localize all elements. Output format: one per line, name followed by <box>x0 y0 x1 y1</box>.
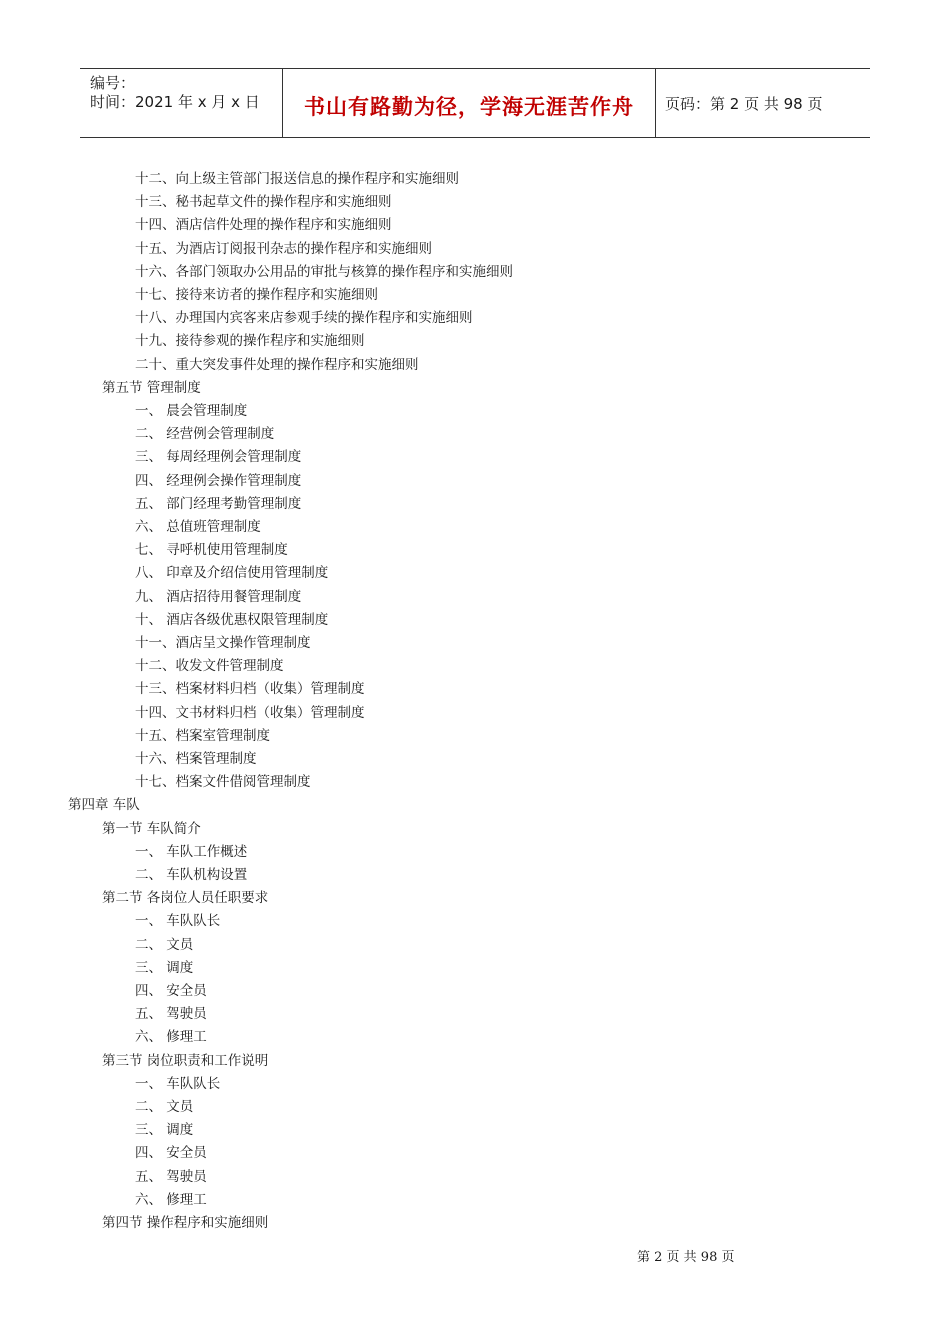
toc-item: 二、 文员 <box>135 936 194 953</box>
page-footer: 第 2 页 共 98 页 <box>637 1250 735 1265</box>
header-page-cell <box>656 69 870 137</box>
toc-item: 二、 经营例会管理制度 <box>135 426 275 443</box>
toc-item: 十三、秘书起草文件的操作程序和实施细则 <box>135 194 392 211</box>
toc-section: 第三节 岗位职责和工作说明 <box>102 1052 269 1069</box>
toc-section: 第五节 管理制度 <box>102 379 201 396</box>
page-header <box>80 68 870 138</box>
toc-item: 十八、办理国内宾客来店参观手续的操作程序和实施细则 <box>135 310 473 327</box>
toc-item: 一、 车队工作概述 <box>135 843 248 860</box>
toc-item: 二十、重大突发事件处理的操作程序和实施细则 <box>135 356 419 373</box>
page-info: 页码：第 2 页 共 98 页 <box>665 95 823 113</box>
number-label: 编号： <box>90 74 136 92</box>
toc-item: 七、 寻呼机使用管理制度 <box>135 542 288 559</box>
toc-item: 八、 印章及介绍信使用管理制度 <box>135 565 329 582</box>
toc-section: 第四节 操作程序和实施细则 <box>102 1215 269 1231</box>
toc-item: 十一、酒店呈文操作管理制度 <box>135 635 311 651</box>
toc-item: 四、 安全员 <box>135 1145 207 1162</box>
toc-item: 十三、档案材料归档（收集）管理制度 <box>135 681 365 698</box>
toc-item: 十六、档案管理制度 <box>135 751 257 767</box>
toc-item: 十四、酒店信件处理的操作程序和实施细则 <box>135 217 392 234</box>
header-meta-cell <box>80 69 283 137</box>
toc-item: 六、 修理工 <box>135 1029 207 1046</box>
toc-item: 十九、接待参观的操作程序和实施细则 <box>135 333 365 350</box>
header-motto-cell <box>283 69 656 137</box>
time-label: 时间：2021 年 x 月 x 日 <box>90 93 260 111</box>
motto-text: 书山有路勤为径，学海无涯苦作舟 <box>304 95 634 119</box>
toc-section: 第一节 车队简介 <box>102 820 201 837</box>
toc-item: 五、 部门经理考勤管理制度 <box>135 495 302 512</box>
toc-item: 十五、档案室管理制度 <box>135 727 270 744</box>
toc-item: 九、 酒店招待用餐管理制度 <box>135 588 302 605</box>
toc-item: 三、 调度 <box>135 959 194 976</box>
toc-item: 五、 驾驶员 <box>135 1168 207 1185</box>
toc-chapter: 第四章 车队 <box>68 797 140 814</box>
toc-item: 十二、向上级主管部门报送信息的操作程序和实施细则 <box>135 171 459 187</box>
toc-item: 三、 每周经理例会管理制度 <box>135 449 302 466</box>
toc-item: 一、 车队队长 <box>135 1075 221 1092</box>
toc-item: 六、 总值班管理制度 <box>135 519 261 535</box>
toc-item: 十四、文书材料归档（收集）管理制度 <box>135 704 365 721</box>
toc-item: 十六、各部门领取办公用品的审批与核算的操作程序和实施细则 <box>135 263 513 280</box>
toc-item: 十、 酒店各级优惠权限管理制度 <box>135 611 329 628</box>
toc-item: 十五、为酒店订阅报刊杂志的操作程序和实施细则 <box>135 240 432 257</box>
toc-item: 十二、收发文件管理制度 <box>135 658 284 675</box>
toc-section: 第二节 各岗位人员任职要求 <box>102 890 269 907</box>
toc-item: 一、 晨会管理制度 <box>135 403 248 419</box>
toc-item: 四、 安全员 <box>135 983 207 999</box>
toc-item: 六、 修理工 <box>135 1191 207 1208</box>
toc-item: 四、 经理例会操作管理制度 <box>135 472 302 489</box>
toc-item: 一、 车队队长 <box>135 913 221 930</box>
toc-item: 十七、接待来访者的操作程序和实施细则 <box>135 287 378 303</box>
toc-item: 二、 车队机构设置 <box>135 867 248 883</box>
toc-item: 十七、档案文件借阅管理制度 <box>135 774 311 791</box>
toc-item: 三、 调度 <box>135 1122 194 1139</box>
toc-item: 二、 文员 <box>135 1099 194 1115</box>
toc-item: 五、 驾驶员 <box>135 1006 207 1023</box>
